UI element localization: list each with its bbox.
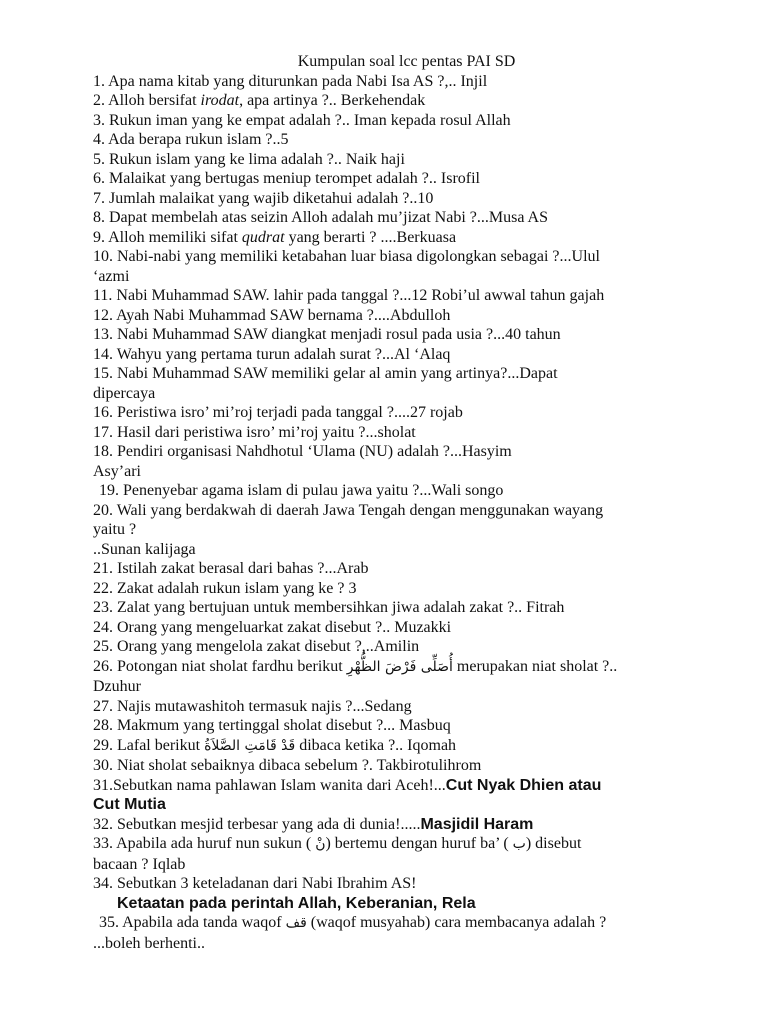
question-26-tail: merupakan niat sholat ?..	[452, 657, 618, 675]
question-9	[93, 228, 698, 248]
question-31-answer: Cut Nyak Dhien atau	[445, 776, 602, 794]
question-9-text: 9. Alloh memiliki sifat	[93, 228, 242, 246]
question-15: 15. Nabi Muhammad SAW memiliki gelar al amin yang artinya?...Dapat	[93, 365, 558, 382]
document-title: Kumpulan soal lcc pentas PAI SD	[297, 53, 516, 70]
question-2-answer: , apa artinya ?.. Berkehendak	[239, 92, 426, 109]
question-27: 27. Najis mutawashitoh termasuk najis ?...Sedang	[93, 697, 412, 715]
question-32-text: 32. Sebutkan mesjid terbesar yang ada di dunia!.....	[93, 815, 421, 833]
question-33-answer: bacaan ? Iqlab	[93, 855, 186, 873]
question-18-continued: Asy’ari	[93, 462, 141, 480]
question-10: 10. Nabi-nabi yang memiliki ketabahan luar biasa digolongkan sebagai ?...Ulul	[93, 248, 600, 265]
question-32	[93, 815, 698, 835]
question-30: 30. Niat sholat sebaiknya dibaca sebelum ?. Takbirotulihrom	[93, 757, 482, 774]
question-31	[93, 776, 698, 796]
question-34-answer: Ketaatan pada perintah Allah, Keberanian, Rela	[117, 894, 476, 912]
question-10-continued: ‘azmi	[93, 267, 130, 285]
question-9-answer: yang berarti ? ....Berkuasa	[284, 228, 457, 246]
question-9-term: qudrat	[241, 228, 285, 246]
question-35-arabic: قف	[285, 915, 307, 931]
question-35-text: 35. Apabila ada tanda waqof	[99, 914, 286, 931]
question-33-arabic-ba: ب	[512, 836, 526, 852]
question-26-text: 26. Potongan niat sholat fardhu berikut	[93, 657, 347, 675]
question-33-tail: ) disebut	[525, 835, 582, 852]
question-15-continued: dipercaya	[93, 384, 156, 402]
question-26	[93, 657, 698, 678]
question-5: 5. Rukun islam yang ke lima adalah ?.. Naik haji	[93, 150, 405, 168]
question-35-answer: ...boleh berhenti..	[93, 934, 205, 952]
question-11: 11. Nabi Muhammad SAW. lahir pada tanggal ?...12 Robi’ul awwal tahun gajah	[93, 287, 605, 304]
question-28: 28. Makmum yang tertinggal sholat disebut ?... Masbuq	[93, 717, 451, 734]
question-23: 23. Zalat yang bertujuan untuk membersihkan jiwa adalah zakat ?.. Fitrah	[93, 599, 565, 616]
question-13: 13. Nabi Muhammad SAW diangkat menjadi rosul pada usia ?...40 tahun	[93, 326, 561, 343]
question-31-text: 31.Sebutkan nama pahlawan Islam wanita dari Aceh!...	[93, 776, 446, 794]
question-18: 18. Pendiri organisasi Nahdhotul ‘Ulama (NU) adalah ?...Hasyim	[93, 443, 512, 460]
question-29	[93, 736, 698, 757]
question-3: 3. Rukun iman yang ke empat adalah ?.. Iman kepada rosul Allah	[93, 111, 511, 129]
question-34: 34. Sebutkan 3 keteladanan dari Nabi Ibrahim AS!	[93, 875, 417, 892]
question-33-text: 33. Apabila ada huruf nun sukun (	[93, 835, 316, 852]
question-29-text: 29. Lafal berikut	[93, 736, 205, 754]
question-19: 19. Penenyebar agama islam di pulau jawa yaitu ?...Wali songo	[99, 482, 504, 499]
question-1: 1. Apa nama kitab yang diturunkan pada Nabi Isa AS ?,.. Injil	[93, 72, 488, 90]
question-29-tail: dibaca ketika ?.. Iqomah	[295, 736, 457, 754]
question-35-tail: (waqof musyahab) cara membacanya adalah ?	[306, 914, 607, 931]
question-21: 21. Istilah zakat berasal dari bahas ?...Arab	[93, 560, 369, 577]
question-4: 4. Ada berapa rukun islam ?..5	[93, 131, 289, 148]
question-31-answer-continued: Cut Mutia	[93, 796, 166, 813]
question-6: 6. Malaikat yang bertugas meniup terompet adalah ?.. Isrofil	[93, 170, 480, 187]
question-33-arabic-nun: نْ	[315, 836, 326, 852]
question-20-continued: yaitu ?	[93, 521, 137, 538]
question-20: 20. Wali yang berdakwah di daerah Jawa Tengah dengan menggunakan wayang	[93, 501, 604, 519]
question-12: 12. Ayah Nabi Muhammad SAW bernama ?....Abdulloh	[93, 306, 451, 324]
question-2-text: 2. Alloh bersifat	[93, 92, 201, 109]
question-17: 17. Hasil dari peristiwa isro’ mi’roj yaitu ?...sholat	[93, 423, 416, 441]
question-22: 22. Zakat adalah rukun islam yang ke ? 3	[93, 579, 357, 597]
question-35	[93, 913, 698, 934]
question-33-mid: ) bertemu dengan huruf ba’ (	[325, 835, 513, 852]
question-14: 14. Wahyu yang pertama turun adalah surat ?...Al ‘Alaq	[93, 345, 451, 363]
question-8: 8. Dapat membelah atas seizin Alloh adalah mu’jizat Nabi ?...Musa AS	[93, 209, 548, 226]
question-29-arabic: قَدْ قَامَتِ الصَّلاَةُ	[204, 737, 296, 754]
question-26-answer: Dzuhur	[93, 678, 141, 695]
question-2	[93, 91, 698, 111]
question-7: 7. Jumlah malaikat yang wajib diketahui adalah ?..10	[93, 189, 434, 207]
question-33	[93, 834, 698, 855]
question-16: 16. Peristiwa isro’ mi’roj terjadi pada tanggal ?....27 rojab	[93, 404, 463, 421]
question-32-answer: Masjidil Haram	[420, 815, 534, 833]
question-2-term: irodat	[200, 92, 240, 109]
question-25: 25. Orang yang mengelola zakat disebut ?,..Amilin	[93, 638, 420, 655]
question-26-arabic: أُصَلِّى فَرْضَ الظُّهْرِ	[346, 658, 453, 675]
question-20-answer: ..Sunan kalijaga	[93, 540, 196, 558]
question-24: 24. Orang yang mengeluarkat zakat disebut ?.. Muzakki	[93, 618, 452, 636]
